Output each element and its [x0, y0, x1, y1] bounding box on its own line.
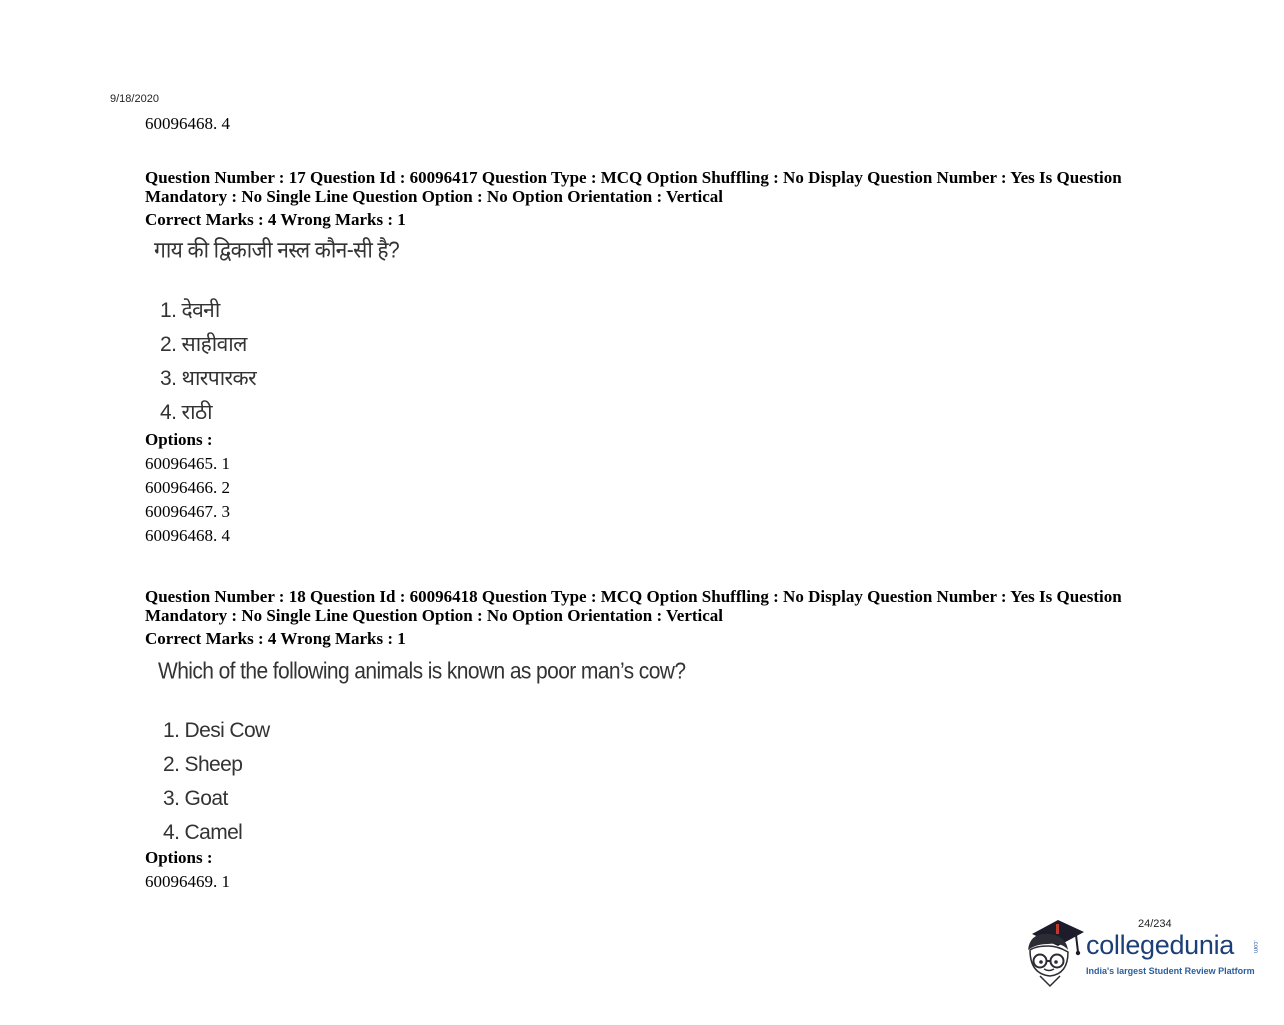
question-meta: Question Number : 18 Question Id : 60096418 Question Type : MCQ Option Shuffling : No Display Question Number : Yes Is Question Mandatory : No Single Line Question Option : No Option Orientation : Vertical	[145, 587, 1122, 625]
question-17	[145, 168, 1155, 548]
choice-item: 4. Camel	[163, 821, 243, 844]
page-number: 24/234	[1138, 918, 1172, 930]
choice-item: 3. थारपारकर	[160, 367, 257, 390]
collegedunia-watermark	[1022, 916, 1262, 990]
option-id-item: 60096469. 1	[145, 872, 230, 891]
question-marks: Correct Marks : 4 Wrong Marks : 1	[145, 629, 406, 648]
choice-item: 4. राठी	[160, 401, 213, 424]
question-image	[158, 659, 1155, 850]
brand-suffix: .com	[1252, 940, 1258, 954]
option-id-item: 60096466. 2	[145, 478, 230, 497]
option-id-list	[145, 870, 1155, 894]
question-18	[145, 587, 1155, 894]
print-date: 9/18/2020	[110, 93, 159, 105]
question-marks: Correct Marks : 4 Wrong Marks : 1	[145, 210, 406, 229]
choice-list	[160, 294, 1155, 430]
question-meta: Question Number : 17 Question Id : 60096417 Question Type : MCQ Option Shuffling : No Display Question Number : Yes Is Question Mandatory : No Single Line Question Option : No Option Orientation : Vertical	[145, 168, 1122, 206]
brand-name: collegedunia	[1086, 930, 1235, 960]
options-label: Options :	[145, 848, 213, 867]
choice-list	[163, 714, 1155, 850]
mascot-logo-icon	[1022, 916, 1086, 990]
previous-option-line: 60096468. 4	[145, 114, 230, 133]
brand-tagline: India's largest Student Review Platform	[1086, 966, 1255, 976]
choice-item: 1. देवनी	[160, 299, 220, 322]
options-label: Options :	[145, 430, 213, 449]
choice-item: 1. Desi Cow	[163, 719, 270, 742]
question-image	[154, 238, 1155, 430]
option-id-item: 60096468. 4	[145, 526, 230, 545]
question-text: Which of the following animals is known as poor man’s cow?	[158, 659, 686, 684]
choice-item: 2. Sheep	[163, 753, 243, 776]
option-id-item: 60096465. 1	[145, 454, 230, 473]
question-text: गाय की द्विकाजी नस्ल कौन-सी है?	[154, 238, 400, 263]
choice-item: 3. Goat	[163, 787, 228, 810]
option-id-item: 60096467. 3	[145, 502, 230, 521]
option-id-list	[145, 452, 1155, 548]
choice-item: 2. साहीवाल	[160, 333, 247, 356]
